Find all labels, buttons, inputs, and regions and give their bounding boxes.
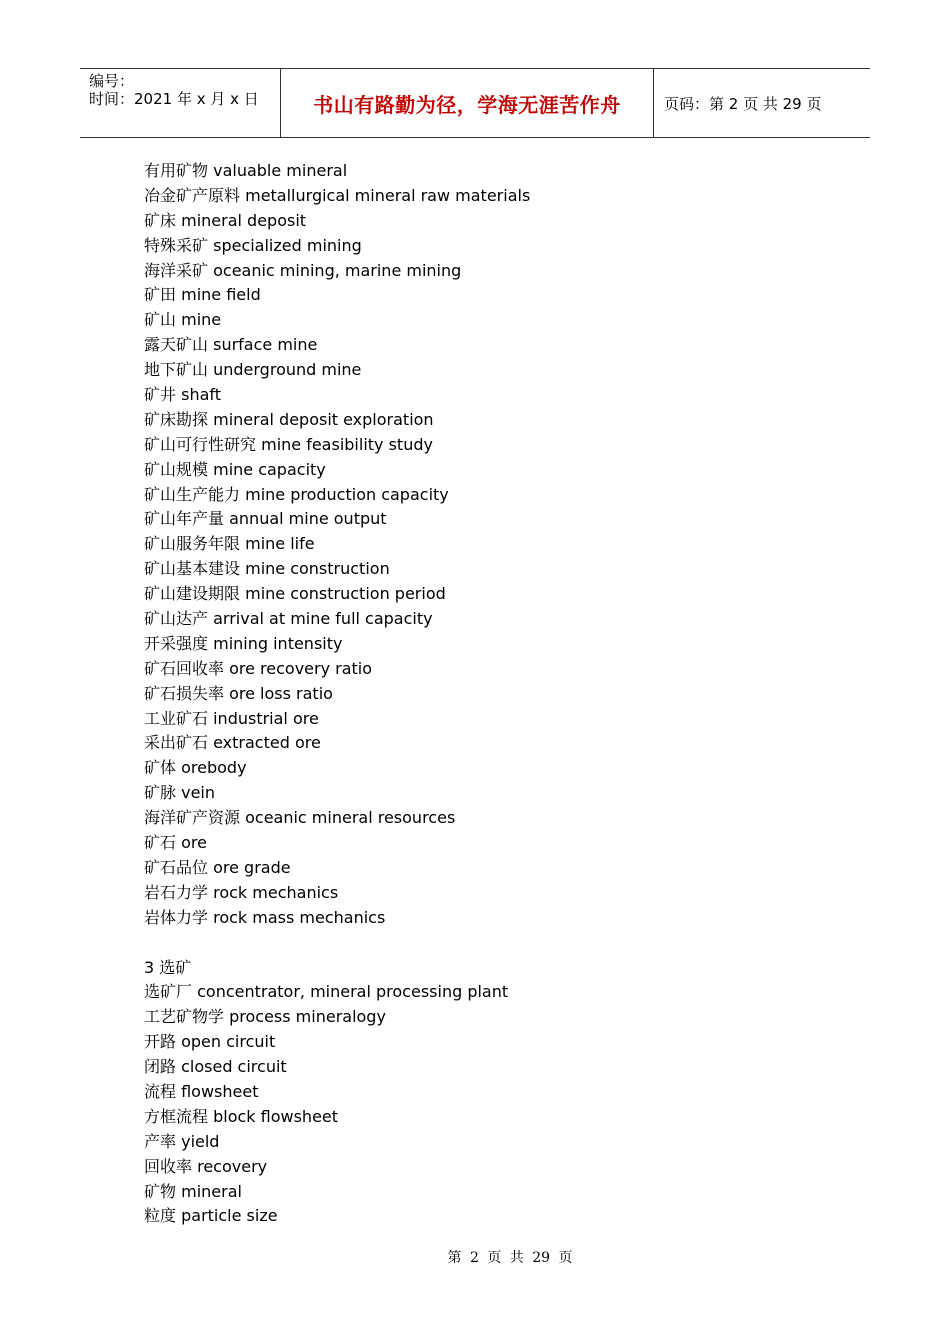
glossary-entry [144,856,844,881]
glossary-entry [144,1055,844,1080]
term-english: open circuit [176,1032,276,1052]
glossary-entry [144,209,844,234]
term-english: mineral deposit exploration [208,409,434,429]
term-english: annual mine output [224,509,387,529]
term-english: valuable mineral [208,161,348,180]
glossary-entry [144,657,844,682]
term-english: shaft [176,385,222,405]
term-chinese: 流程 [144,1081,177,1101]
term-english: industrial ore [208,708,319,728]
glossary-section-mining [144,159,844,931]
glossary-entry [144,906,844,931]
term-chinese: 矿山服务年限 [144,534,241,554]
term-chinese: 矿山建设期限 [144,584,241,604]
glossary-entry [144,1155,844,1180]
term-english: block flowsheet [208,1106,339,1126]
term-chinese: 矿体 [144,758,177,778]
glossary-entry [144,1080,844,1105]
term-english: closed circuit [176,1057,287,1077]
term-chinese: 海洋采矿 [144,260,209,280]
glossary-entry [144,1030,844,1055]
glossary-entry [144,707,844,732]
term-english: vein [176,783,215,803]
header-motto-cell [281,69,654,137]
term-english: mine feasibility study [256,434,433,454]
term-chinese: 矿石回收率 [144,658,225,678]
glossary-entry [144,881,844,906]
term-chinese: 岩石力学 [144,882,209,902]
term-chinese: 开路 [144,1032,177,1052]
glossary-entry [144,184,844,209]
glossary-entry [144,731,844,756]
glossary-entry [144,1130,844,1155]
term-chinese: 海洋矿产资源 [144,808,241,828]
term-english: mine capacity [208,459,326,479]
glossary-entry [144,483,844,508]
glossary-entry [144,283,844,308]
glossary-entry [144,632,844,657]
glossary-entry [144,781,844,806]
term-chinese: 矿石 [144,833,177,853]
term-chinese: 冶金矿产原料 [144,185,241,205]
term-chinese: 地下矿山 [144,360,209,380]
header-page-cell [654,69,870,137]
document-time-label: 时间：2021 年 x 月 x 日 [89,90,259,108]
term-chinese: 矿山 [144,310,177,330]
term-chinese: 回收率 [144,1156,193,1176]
term-english: concentrator, mineral processing plant [192,982,509,1002]
term-english: orebody [176,758,247,778]
term-english: ore [176,833,207,853]
glossary-entry [144,333,844,358]
term-english: mining intensity [208,633,343,653]
term-chinese: 选矿厂 [144,982,193,1002]
term-english: rock mechanics [208,882,339,902]
term-english: surface mine [208,335,318,355]
term-chinese: 方框流程 [144,1106,209,1126]
section-heading [144,956,844,981]
term-english: mine life [240,534,315,554]
term-chinese: 矿床 [144,210,177,230]
term-english: mine construction [240,559,390,579]
header-motto: 书山有路勤为径，学海无涯苦作舟 [313,92,621,117]
glossary-entry [144,682,844,707]
term-chinese: 矿山基本建设 [144,559,241,579]
glossary-entry [144,507,844,532]
page-header [80,68,870,138]
glossary-entry [144,607,844,632]
glossary-entry [144,831,844,856]
glossary-entry [144,806,844,831]
term-english: recovery [192,1156,268,1176]
footer-page-number: 第 2 页 共 29 页 [447,1250,573,1266]
glossary-entry [144,582,844,607]
term-english: rock mass mechanics [208,907,386,927]
glossary-entry [144,408,844,433]
term-chinese: 闭路 [144,1057,177,1077]
glossary-entry [144,1005,844,1030]
term-english: mine construction period [240,584,446,604]
term-english: ore grade [208,857,291,877]
glossary-entry [144,756,844,781]
glossary-content [144,159,844,1229]
glossary-section-mineral-processing [144,980,844,1229]
glossary-entry [144,159,844,184]
section-gap [144,931,844,956]
term-chinese: 有用矿物 [144,161,209,180]
glossary-entry [144,458,844,483]
header-meta-cell [80,69,281,137]
glossary-entry [144,383,844,408]
term-english: yield [176,1131,220,1151]
term-chinese: 矿山达产 [144,609,209,629]
term-chinese: 矿山生产能力 [144,484,241,504]
page-footer [0,1247,950,1267]
glossary-entry [144,532,844,557]
document-number-label: 编号： [89,72,135,90]
glossary-entry [144,557,844,582]
term-chinese: 矿山可行性研究 [144,434,257,454]
term-chinese: 产率 [144,1131,177,1151]
term-english: flowsheet [176,1081,259,1101]
term-chinese: 矿田 [144,285,177,305]
term-english: particle size [176,1206,278,1226]
term-english: metallurgical mineral raw materials [240,185,531,205]
glossary-entry [144,259,844,284]
term-english: specialized mining [208,235,362,255]
term-chinese: 采出矿石 [144,733,209,753]
section-heading-number: 3 [144,957,160,977]
term-english: ore loss ratio [224,683,333,703]
term-chinese: 矿石损失率 [144,683,225,703]
term-english: mineral [176,1181,242,1201]
term-chinese: 矿井 [144,385,177,405]
term-english: mine field [176,285,261,305]
term-english: underground mine [208,360,362,380]
term-chinese: 工业矿石 [144,708,209,728]
glossary-entry [144,358,844,383]
term-english: mine [176,310,222,330]
term-english: mineral deposit [176,210,307,230]
term-chinese: 矿脉 [144,783,177,803]
glossary-entry [144,308,844,333]
term-english: process mineralogy [224,1007,386,1027]
term-chinese: 矿山规模 [144,459,209,479]
glossary-entry [144,433,844,458]
term-chinese: 特殊采矿 [144,235,209,255]
term-english: oceanic mineral resources [240,808,456,828]
term-chinese: 矿物 [144,1181,177,1201]
term-english: arrival at mine full capacity [208,609,433,629]
glossary-entry [144,1180,844,1205]
term-chinese: 粒度 [144,1206,177,1226]
term-chinese: 工艺矿物学 [144,1007,225,1027]
term-chinese: 矿石品位 [144,857,209,877]
term-english: extracted ore [208,733,321,753]
term-chinese: 露天矿山 [144,335,209,355]
term-chinese: 岩体力学 [144,907,209,927]
header-page-info: 页码：第 2 页 共 29 页 [664,94,822,113]
section-heading-title: 选矿 [159,957,192,977]
term-chinese: 矿山年产量 [144,509,225,529]
glossary-entry [144,1204,844,1229]
term-english: mine production capacity [240,484,449,504]
glossary-entry [144,1105,844,1130]
glossary-entry [144,980,844,1005]
glossary-entry [144,234,844,259]
term-chinese: 开采强度 [144,633,209,653]
term-english: ore recovery ratio [224,658,373,678]
term-chinese: 矿床勘探 [144,409,209,429]
term-english: oceanic mining, marine mining [208,260,462,280]
